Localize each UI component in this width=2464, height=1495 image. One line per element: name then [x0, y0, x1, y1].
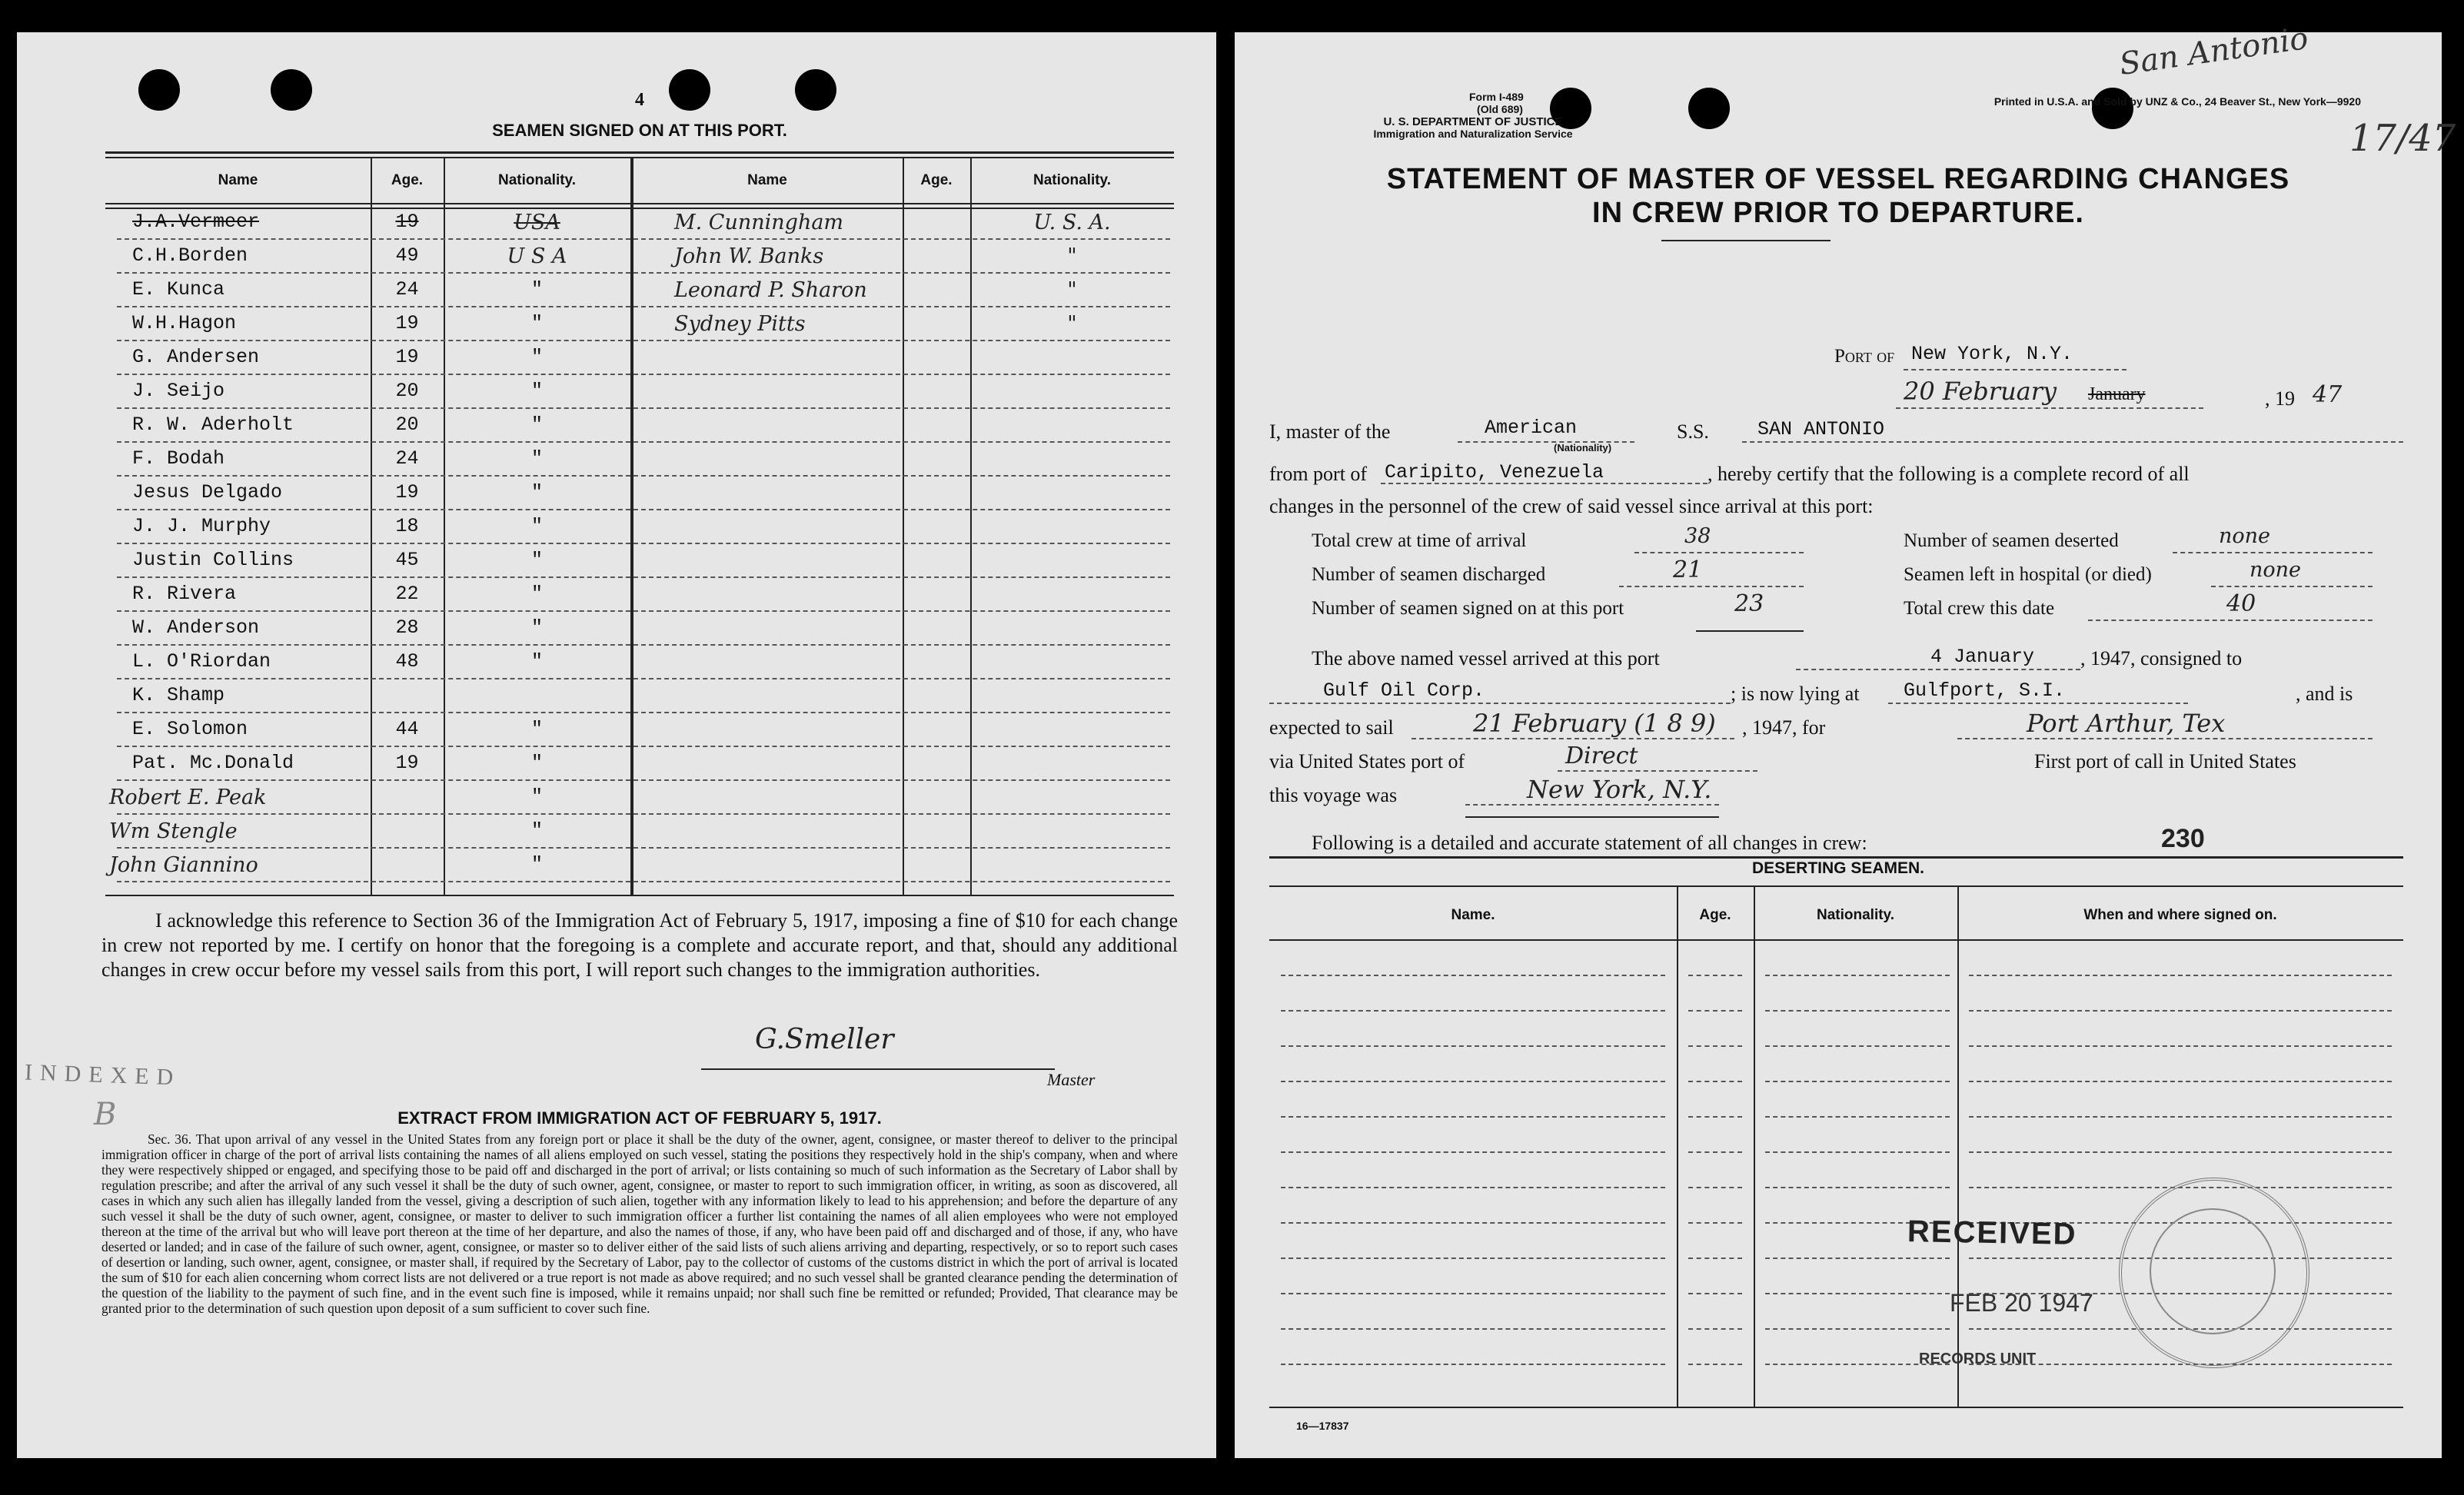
- crew-age: 24: [395, 447, 419, 470]
- page-number: 4: [635, 90, 644, 110]
- destination: Port Arthur, Tex: [2027, 709, 2226, 738]
- crew-name: Wm Stengle: [109, 819, 238, 843]
- desert-col-age: Age.: [1699, 907, 1731, 923]
- certify-text: , hereby certify that the following is a complete record of all: [1708, 463, 2190, 485]
- title-line-1: STATEMENT OF MASTER OF VESSEL REGARDING CHANGES: [1386, 163, 2290, 195]
- master-signature: G.Smeller: [755, 1024, 894, 1055]
- crew-age: 19: [395, 211, 419, 233]
- crew-age: 28: [395, 616, 419, 639]
- col-header-nationality-2: Nationality.: [1033, 172, 1111, 188]
- col-header-nationality: Nationality.: [498, 172, 576, 188]
- master-of-label: I, master of the: [1269, 420, 1391, 443]
- crew-age: 49: [395, 244, 419, 267]
- crew-name: Justin Collins: [132, 549, 294, 571]
- crew-nationality: ": [530, 481, 543, 503]
- crew-name: Jesus Delgado: [132, 481, 283, 503]
- total-arrival-label: Total crew at time of arrival: [1312, 530, 1527, 551]
- records-unit: RECORDS UNIT: [1919, 1350, 2037, 1367]
- annotation-number: 17/47: [2349, 117, 2456, 160]
- following-text: Following is a detailed and accurate statement of all changes in crew:: [1312, 832, 1867, 854]
- annotation-ship-name: San Antonio: [2117, 21, 2311, 82]
- crew-name: E. Kunca: [132, 278, 225, 301]
- from-port-value: Caripito, Venezuela: [1385, 461, 1604, 483]
- punch-hole: [138, 69, 180, 111]
- date-struck: January: [2088, 384, 2146, 404]
- sail-year: , 1947, for: [1742, 716, 1826, 739]
- crew-age: 19: [395, 481, 419, 503]
- crew-age: 20: [395, 380, 419, 402]
- discharged-value: 21: [1673, 556, 1703, 583]
- consignee: Gulf Oil Corp.: [1323, 679, 1485, 702]
- hospital-label: Seamen left in hospital (or died): [1904, 564, 2152, 585]
- discharged-label: Number of seamen discharged: [1312, 564, 1546, 585]
- crew-nationality: ": [530, 616, 543, 639]
- crew-age: 22: [395, 583, 419, 605]
- crew-nationality: U S A: [507, 244, 567, 268]
- crew-age: 19: [395, 346, 419, 368]
- crew-nationality-2: ": [1067, 312, 1077, 336]
- crew-name-2: John W. Banks: [674, 244, 824, 268]
- crew-nationality: ": [530, 549, 543, 571]
- and-is: , and is: [2296, 683, 2353, 705]
- crew-nationality: ": [530, 819, 543, 842]
- port-label: Port of: [1834, 346, 1895, 367]
- right-page: [1235, 21, 2456, 1458]
- extract-heading: EXTRACT FROM IMMIGRATION ACT OF FEBRUARY 5, 1917.: [397, 1108, 882, 1128]
- crew-name: Robert E. Peak: [109, 786, 267, 809]
- year-value: 47: [2313, 381, 2343, 408]
- crew-name: J. Seijo: [132, 380, 225, 402]
- arrived-label: The above named vessel arrived at this port: [1312, 647, 1660, 669]
- printed-by: Printed in U.S.A. and Sold by UNZ & Co., 24 Beaver St., New York—9920: [1993, 95, 2361, 108]
- crew-age: 20: [395, 414, 419, 436]
- year-prefix: , 19: [2265, 387, 2295, 410]
- form-number: Form I-489: [1469, 91, 1524, 103]
- crew-name: W.H.Hagon: [132, 312, 237, 334]
- deserted-value: none: [2219, 524, 2271, 548]
- received-stamp: RECEIVED: [1907, 1214, 2077, 1251]
- crew-nationality: ": [530, 312, 543, 334]
- sail-label: expected to sail: [1269, 716, 1394, 739]
- crew-name-2: Sydney Pitts: [674, 312, 806, 336]
- number-stamp: 230: [2161, 824, 2205, 853]
- col-header-age: Age.: [391, 172, 424, 188]
- sail-date: 21 February (1 8 9): [1473, 709, 1716, 738]
- col-header-age-2: Age.: [920, 172, 953, 188]
- master-label: Master: [1047, 1070, 1096, 1089]
- col-header-name-2: Name: [747, 172, 787, 188]
- crew-nationality: ": [530, 786, 543, 808]
- crew-name: J. J. Murphy: [132, 515, 271, 537]
- title-line-2: IN CREW PRIOR TO DEPARTURE.: [1592, 197, 2084, 229]
- crew-name: W. Anderson: [132, 616, 260, 639]
- via-value: Direct: [1565, 743, 1638, 769]
- crew-age: 24: [395, 278, 419, 301]
- crew-name: G. Andersen: [132, 346, 260, 368]
- ship-name: SAN ANTONIO: [1757, 418, 1885, 440]
- crew-nationality: ": [530, 380, 543, 402]
- voyage-value: New York, N.Y.: [1527, 775, 1712, 804]
- first-port-label: First port of call in United States: [2034, 750, 2296, 772]
- crew-name: Pat. Mc.Donald: [132, 752, 294, 774]
- crew-name-2: Leonard P. Sharon: [674, 278, 867, 302]
- crew-nationality: ": [530, 515, 543, 537]
- total-arrival-value: 38: [1684, 524, 1711, 548]
- crew-name-2: M. Cunningham: [674, 211, 844, 234]
- service: Immigration and Naturalization Service: [1373, 128, 1573, 140]
- crew-name: J.A.Vermeer: [132, 211, 260, 233]
- punch-hole: [669, 69, 710, 111]
- signed-on-value: 23: [1734, 590, 1764, 617]
- received-date: FEB 20 1947: [1950, 1289, 2093, 1317]
- form-old: (Old 689): [1477, 103, 1523, 115]
- deserted-label: Number of seamen deserted: [1904, 530, 2119, 551]
- left-page: [17, 32, 1216, 1458]
- crew-name: C.H.Borden: [132, 244, 248, 267]
- crew-name: E. Solomon: [132, 718, 248, 740]
- crew-nationality: ": [530, 278, 543, 301]
- crew-name: K. Shamp: [132, 684, 225, 706]
- punch-hole: [271, 69, 312, 111]
- desert-col-signed-on: When and where signed on.: [2083, 907, 2277, 923]
- crew-name: R. Rivera: [132, 583, 237, 605]
- extract-text: Sec. 36. That upon arrival of any vessel in the United States from any foreign port or place it shall be the duty of the owner, agent, consignee, or master thereof to deliver to the principal immigration officer in charge of the port of arrival lists containing the names of all aliens employed on such vessel, stating the positions they respectively hold in the ship's company, when and where they were respectively shipped or engaged, and specifying those to be paid off and discharged in the port of arrival; or lists containing so much of such information as the Secretary of Labor shall by regulation prescribe; and after the arrival of any such vessel it shall be the duty of such owner, agent, consignee, or master to report to such immigration officer, in writing, as soon as discovered, all cases in which any such alien has illegally landed from the vessel, giving a description of such alien, together with any information likely to lead to his apprehension; and before the departure of any such vessel it shall be the duty of such owner, agent, consignee, or master to deliver to such immigration officer a further list containing the names of all alien employees who were not employed thereon at the time of the arrival but who will leave port thereon at the time of her departure, and also the names of those, if any, who have been paid off and discharged and of those, if any, who have deserted or landed; and in case of the failure of such owner, agent, consignee, or master so to deliver either of the said lists of such aliens arriving and departing, respectively, or so to report such cases of desertion or landing, such owner, agent, consignee, or master shall, if required by the Secretary of Labor, pay to the collector of customs of the customs district in which the port of arrival is located the sum of $10 for each alien concerning whom correct lists are not delivered or a true report is not made as above required; and no such vessel shall be granted clearance pending the determination of the question of the liability to the payment of such fine, and in the event such fine is imposed, while it remains unpaid; nor shall such fine be remitted or refunded; Provided, That clearance may be granted prior to the determination of such question upon deposit of a sum sufficient to cover such fine.: [101, 1131, 1178, 1316]
- crew-nationality-2: ": [1067, 244, 1077, 268]
- crew-nationality: ": [530, 650, 543, 673]
- seamen-signed-heading: SEAMEN SIGNED ON AT THIS PORT.: [492, 121, 787, 140]
- from-port-label: from port of: [1269, 463, 1368, 485]
- crew-age: 19: [395, 752, 419, 774]
- col-header-name: Name: [218, 172, 258, 188]
- nationality-caption: (Nationality): [1554, 442, 1612, 453]
- crew-nationality: ": [530, 853, 543, 875]
- deserting-heading: DESERTING SEAMEN.: [1751, 859, 1925, 877]
- date-value: 20 February: [1904, 377, 2057, 406]
- postmark-inner: [2150, 1208, 2276, 1334]
- indexed-initials: B: [94, 1097, 117, 1132]
- crew-nationality: USA: [514, 211, 560, 234]
- crew-age: 19: [395, 312, 419, 334]
- crew-nationality-2: ": [1067, 278, 1077, 302]
- ss-label: S.S.: [1677, 420, 1709, 443]
- crew-nationality: ": [530, 583, 543, 605]
- crew-nationality-2: U. S. A.: [1033, 211, 1111, 234]
- crew-nationality: ": [530, 414, 543, 436]
- punch-hole: [2092, 88, 2133, 129]
- crew-nationality: ": [530, 718, 543, 740]
- desert-col-name: Name.: [1451, 907, 1495, 923]
- voyage-label: this voyage was: [1269, 784, 1398, 806]
- via-label: via United States port of: [1269, 750, 1465, 772]
- desert-col-nationality: Nationality.: [1817, 907, 1894, 923]
- port-value: New York, N.Y.: [1911, 343, 2073, 365]
- acknowledgement-text: I acknowledge this reference to Section 36 of the Immigration Act of February 5, 1917, imposing a fine of $10 for each change in crew not reported by me. I certify on honor that the foregoing is a complete and accurate report, and that, should any additional changes in crew occur before my vessel sails from this port, I will report such changes to the immigration authorities.: [101, 909, 1178, 981]
- lying-label: ; is now lying at: [1731, 683, 1860, 705]
- crew-age: 45: [395, 549, 419, 571]
- lying-at: Gulfport, S.I.: [1904, 679, 2066, 702]
- total-date-label: Total crew this date: [1904, 598, 2055, 619]
- arrived-date: 4 January: [1930, 646, 2035, 668]
- form-footer: 16—17837: [1296, 1420, 1349, 1432]
- indexed-stamp: INDEXED: [24, 1059, 181, 1091]
- crew-age: 18: [395, 515, 419, 537]
- punch-hole: [1688, 88, 1730, 129]
- nationality-value: American: [1485, 417, 1578, 439]
- hospital-value: none: [2250, 558, 2302, 582]
- crew-age: 48: [395, 650, 419, 673]
- punch-hole: [795, 69, 836, 111]
- crew-name: John Giannino: [109, 853, 258, 877]
- total-date-value: 40: [2226, 590, 2256, 617]
- department: U. S. DEPARTMENT OF JUSTICE: [1383, 115, 1563, 128]
- crew-age: 44: [395, 718, 419, 740]
- crew-nationality: ": [530, 447, 543, 470]
- crew-name: F. Bodah: [132, 447, 225, 470]
- signed-on-label: Number of seamen signed on at this port: [1312, 598, 1624, 619]
- crew-name: L. O'Riordan: [132, 650, 271, 673]
- arrived-year: , 1947, consigned to: [2080, 647, 2243, 669]
- crew-nationality: ": [530, 346, 543, 368]
- crew-name: R. W. Aderholt: [132, 414, 294, 436]
- crew-nationality: ": [530, 752, 543, 774]
- changes-text: changes in the personnel of the crew of said vessel since arrival at this port:: [1269, 495, 1874, 517]
